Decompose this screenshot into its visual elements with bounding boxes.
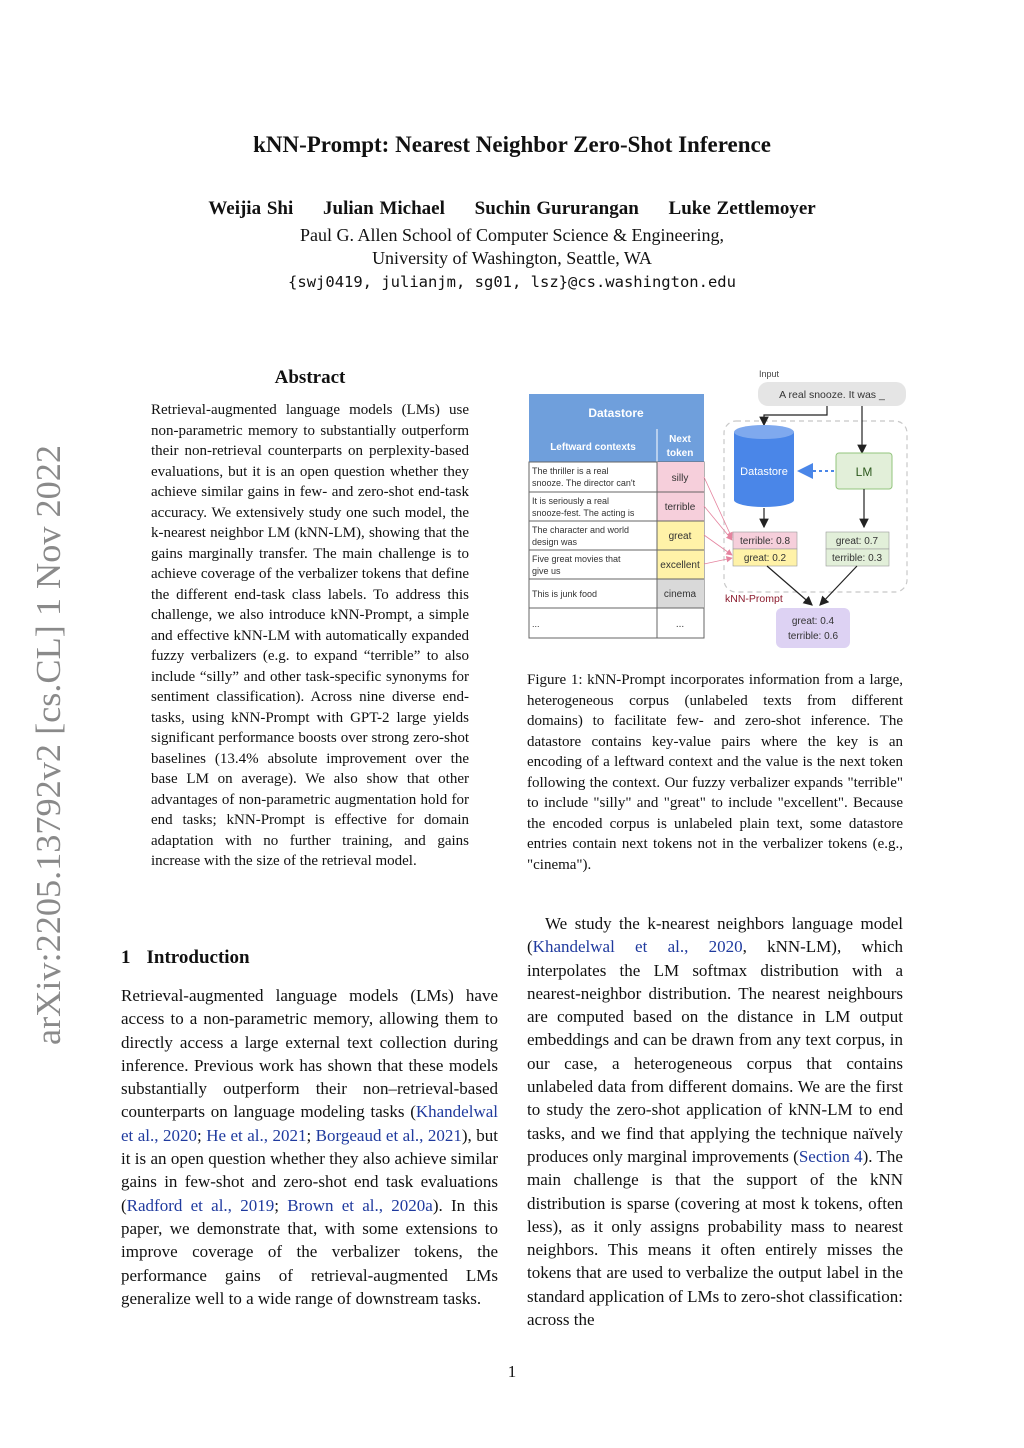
context-cell: It is seriously a real: [532, 496, 610, 506]
body-text: ;: [306, 1125, 316, 1145]
figure-1: [527, 365, 913, 655]
citation-link[interactable]: Khandelwal et al., 2020: [121, 1102, 498, 1145]
input-text: A real snooze. It was _: [779, 389, 885, 401]
table-title: Datastore: [588, 406, 644, 420]
context-cell: give us: [532, 566, 561, 576]
knn-prob: terrible: 0.8: [739, 536, 791, 547]
section-link[interactable]: Section 4: [798, 1146, 863, 1166]
citation-link[interactable]: Khandelwal et al., 2020: [532, 937, 743, 957]
token-text: silly: [671, 473, 689, 484]
lm-prob: terrible: 0.3: [831, 553, 883, 564]
knn-prob: great: 0.2: [743, 553, 787, 564]
context-cell: Five great movies that: [532, 554, 621, 564]
context-cell: The thriller is a real: [532, 466, 609, 476]
citation-link[interactable]: Radford et al., 2019: [126, 1195, 275, 1215]
context-cell: This is junk food: [532, 589, 598, 599]
context-cell: design was: [532, 537, 578, 547]
body-paragraph: [527, 912, 903, 1331]
token-text: excellent: [660, 560, 700, 571]
citation-link[interactable]: He et al., 2021: [206, 1125, 307, 1145]
body-text: Retrieval-augmented language models (LMs) have access to a non-parametric memory, allowing them to directly access a large external text collection during inference. Previous work has shown that these models substantially outperform their non–retrieval-based counterparts on language modeling tasks (: [121, 986, 498, 1122]
context-cell: ...: [532, 619, 540, 629]
section-number: 1: [121, 947, 131, 968]
affiliation-line: Paul G. Allen School of Computer Science & Engineering,: [300, 225, 724, 245]
body-text: , kNN-LM), which interpolates the LM softmax distribution with a nearest-neighbor distribution. The nearest neighbours are computed based on the distance in LM output embeddings and can be drawn from any text corpus, in our case, a heterogeneous corpus that contains unlabeled data from different domains. We are the first to study the zero-shot application of kNN-LM to end tasks, and we find that applying the technique naïvely produces only marginal improvements (: [527, 937, 903, 1166]
column-header-token: token: [666, 448, 694, 459]
body-text: ), but it is an open question whether they also achieve similar gains in few-shot and zero-shot end task evaluations (: [121, 1125, 498, 1215]
author-name: Suchin Gururangan: [474, 198, 639, 219]
author-name: Luke Zettlemoyer: [668, 198, 816, 219]
token-text: great: [668, 531, 692, 542]
context-cell: snooze. The director can't: [532, 478, 636, 488]
page-number: 1: [507, 1362, 517, 1381]
arxiv-id-text: arXiv:2205.13792v2 [cs.CL] 1 Nov 2022: [29, 465, 68, 1045]
token-text: terrible: [664, 502, 696, 513]
abstract-text: Retrieval-augmented language models (LMs) use non-parametric memory to substantially outperform their non-retrieval counterparts on perplexity-based evaluations, but it is an open question whether they achieve similar gains in few- and zero-shot end-task accuracy. We extensively study one such model, the k-nearest neighbor LM (kNN-LM), showing that the gains marginally transfer. The main challenge is to achieve coverage of the verbalizer tokens that define the different end-task class labels. To address this challenge, we also introduce kNN-Prompt, a simple and effective kNN-LM with automatically expanded fuzzy verbalizers (e.g. to expand “terrible” to also include “silly” and other task-specific synonyms for sentiment classification). Across nine diverse end-tasks, using kNN-Prompt with GPT-2 large yields significant performance boosts over strong zero-shot baselines (13.4% absolute improvement over the base LM on average). We also show that other advantages of non-parametric augmentation hold for end tasks; kNN-Prompt is effective for domain adaptation with no further training, and gains increase with the size of the retrieval model.: [151, 402, 469, 869]
paper-title: kNN-Prompt: Nearest Neighbor Zero-Shot Inference: [253, 132, 771, 157]
abstract-heading: Abstract: [274, 367, 346, 388]
author-name: Julian Michael: [323, 198, 445, 219]
body-text: We study the k-nearest neighbors language model (: [527, 914, 903, 957]
body-text: ). In this paper, we demonstrate that, with some extensions to improve coverage of the verbalizer tokens, the performance gains of retrieval-augmented LMs generalize well to a wide range of downstream tasks.: [121, 1195, 498, 1308]
body-text: ;: [274, 1195, 288, 1215]
author-emails: {swj0419, julianjm, sg01, lsz}@cs.washington.edu: [288, 273, 736, 291]
citation-link[interactable]: Brown et al., 2020a: [287, 1195, 433, 1215]
column-header-token: Next: [669, 434, 691, 445]
column-header-context: Leftward contexts: [550, 442, 636, 453]
final-prob: terrible: 0.6: [787, 631, 839, 642]
token-text: ...: [675, 619, 685, 630]
body-text: ;: [196, 1125, 207, 1145]
lm-label: LM: [855, 465, 873, 479]
token-text: cinema: [663, 589, 697, 600]
datastore-label: Datastore: [740, 466, 788, 478]
citation-link[interactable]: Borgeaud et al., 2021: [315, 1125, 462, 1145]
lm-prob: great: 0.7: [835, 536, 879, 547]
section-title: Introduction: [146, 947, 250, 968]
final-prob: great: 0.4: [791, 616, 835, 627]
final-distribution-box: [776, 608, 850, 648]
knn-prompt-label: kNN-Prompt: [725, 593, 783, 605]
intro-paragraph: [121, 984, 498, 1310]
body-text: ). The main challenge is that the support of the kNN distribution is sparse (covering at most k tokens, often less), as it only assigns probability mass to nearest neighbors. This means it often entirely misses the tokens that are used to verbalize the output label in the standard application of LMs to zero-shot classification: across the: [527, 1146, 903, 1330]
context-cell: snooze-fest. The acting is: [532, 508, 635, 518]
author-list: [0, 198, 1024, 220]
author-name: Weijia Shi: [208, 198, 294, 219]
input-label: Input: [759, 369, 780, 379]
affiliation-line: University of Washington, Seattle, WA: [372, 248, 652, 268]
figure-caption: Figure 1: kNN-Prompt incorporates information from a large, heterogeneous corpus (unlabeled texts from different domains) to facilitate few- and zero-shot inference. The datastore contains key-value pairs where the key is an encoding of a leftward context and the value is the next token following the context. Our fuzzy verbalizer expands "terrible" to include "silly" and "great" to include "excellent". Because the encoded corpus is unlabeled plain text, some datastore entries contain next tokens not in the verbalizer tokens (e.g., "cinema").: [527, 672, 903, 873]
arxiv-identifier: [18, 440, 78, 1050]
context-cell: The character and world: [532, 525, 630, 535]
section-heading: [121, 947, 250, 969]
